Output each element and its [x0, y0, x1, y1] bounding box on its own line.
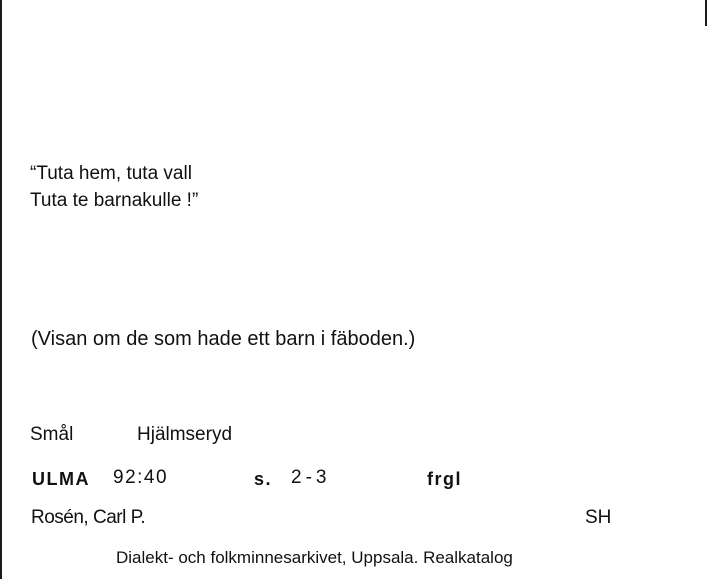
quote-line-2: Tuta te barnakulle !” [30, 190, 199, 211]
card-left-edge [0, 0, 2, 579]
song-note: (Visan om de som hade ett barn i fäboden.) [31, 328, 416, 350]
category: frgl [427, 469, 462, 489]
quote-line-1: “Tuta hem, tuta vall [30, 163, 192, 184]
card-right-edge [705, 0, 707, 26]
page-range: 2-3 [291, 467, 331, 488]
recorder: Rosén, Carl P. [31, 507, 146, 528]
record-number: 92:40 [113, 467, 169, 488]
initials: SH [585, 507, 612, 528]
page-prefix: s. [254, 469, 273, 489]
archive-code: ULMA [32, 469, 90, 489]
footer: Dialekt- och folkminnesarkivet, Uppsala. Realkatalog [116, 548, 513, 567]
parish: Hjälmseryd [137, 424, 233, 445]
province: Smål [30, 424, 74, 445]
